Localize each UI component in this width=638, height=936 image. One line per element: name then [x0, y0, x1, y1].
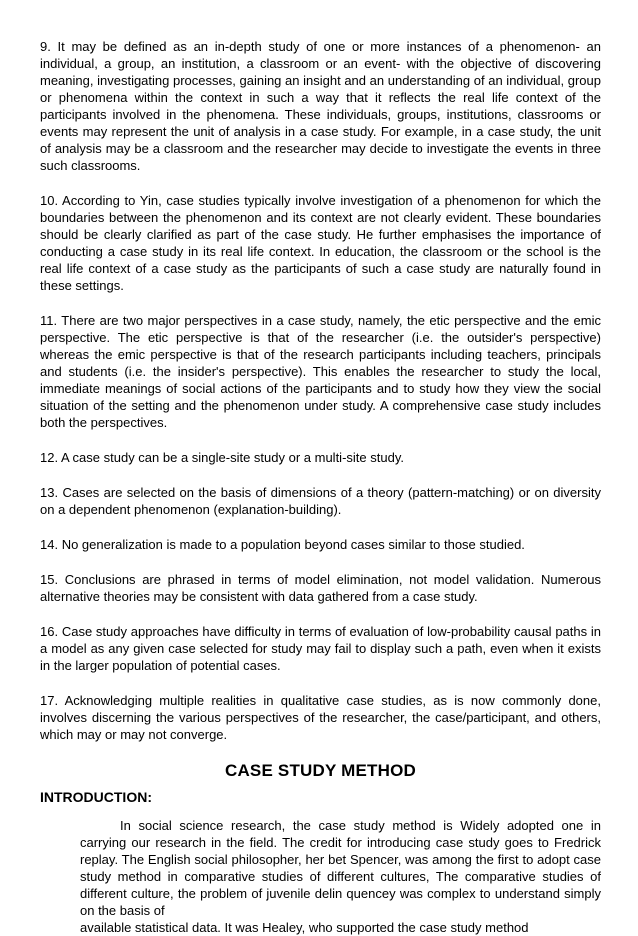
item-number: 12. [40, 450, 59, 465]
item-text: There are two major perspectives in a case study, namely, the etic perspective and the emic perspective. The etic perspective is that of the researcher (i.e. the outsider's perspective) whereas the emic perspective is that of the research participants including teachers, principals and students (i.e. the insider's perspective). This enables the researcher to study the local, immediate meanings of social actions of the participants and to study how they view the social situation of the setting and the phenomenon under study. A comprehensive case study includes both the perspectives. [40, 313, 601, 430]
item-text: According to Yin, case studies typically involve investigation of a phenomenon for which the boundaries between the phenomenon and its context are not clearly evident. These boundaries should be clearly clarified as part of the case study. He further emphasises the importance of conducting a case study in its real life context. In education, the classroom or the school is the real life context of a case study as the participants of such a case study are naturally found in these settings. [40, 193, 601, 293]
item-text: It may be defined as an in-depth study of one or more instances of a phenomenon- an individual, a group, an institution, a classroom or an event- with the objective of discovering meaning, investigating processes, gaining an insight and an understanding of an individual, group or phenomena within the context in such a way that it reflects the real life context of the participants involved in the phenomena. These individuals, groups, institutions, classrooms or events may represent the unit of analysis in a case study. For example, in a case study, the unit of analysis may be a classroom and the researcher may decide to investigate the events in three such classrooms. [40, 39, 601, 173]
intro-text-last-line: available statistical data. It was Healey, who supported the case study method [80, 920, 529, 935]
item-number: 13. [40, 485, 59, 500]
list-item [40, 312, 601, 431]
list-item [40, 623, 601, 674]
subsection-title: INTRODUCTION: [40, 789, 152, 805]
item-number: 17. [40, 693, 59, 708]
intro-text: In social science research, the case study method is Widely adopted one in carrying our research in the field. The credit for introducing case study goes to Fredrick replay. The English social philosopher, her bet Spencer, was among the first to adopt case study method in comparative studies of different cultures, The comparative studies of different culture, the problem of juvenile delin quencey was complex to understand simply on the basis of [80, 818, 601, 918]
list-item [40, 38, 601, 174]
item-number: 11. [40, 313, 58, 328]
intro-paragraph [80, 817, 601, 936]
item-text: A case study can be a single-site study or a multi-site study. [60, 450, 404, 465]
item-number: 16. [40, 624, 59, 639]
item-text: Conclusions are phrased in terms of model elimination, not model validation. Numerous alternative theories may be consistent with data gathered from a case study. [40, 572, 601, 604]
item-text: Cases are selected on the basis of dimensions of a theory (pattern-matching) or on diversity on a dependent phenomenon (explanation-building). [40, 485, 601, 517]
list-item [40, 192, 601, 294]
item-text: Case study approaches have difficulty in terms of evaluation of low-probability causal paths in a model as any given case selected for study may fail to display such a path, even when it exists in the larger population of potential cases. [40, 624, 601, 673]
list-item [40, 449, 601, 466]
list-item [40, 692, 601, 743]
list-item [40, 536, 601, 553]
item-number: 14. [40, 537, 59, 552]
item-text: No generalization is made to a population beyond cases similar to those studied. [61, 537, 525, 552]
item-number: 9. [40, 39, 51, 54]
list-item [40, 571, 601, 605]
item-text: Acknowledging multiple realities in qualitative case studies, as is now commonly done, involves discerning the various perspectives of the researcher, the case/participant, and others, which may or may not converge. [40, 693, 601, 742]
list-item [40, 484, 601, 518]
item-number: 15. [40, 572, 59, 587]
document-page [40, 38, 601, 936]
section-title: CASE STUDY METHOD [224, 761, 417, 780]
item-number: 10. [40, 193, 59, 208]
